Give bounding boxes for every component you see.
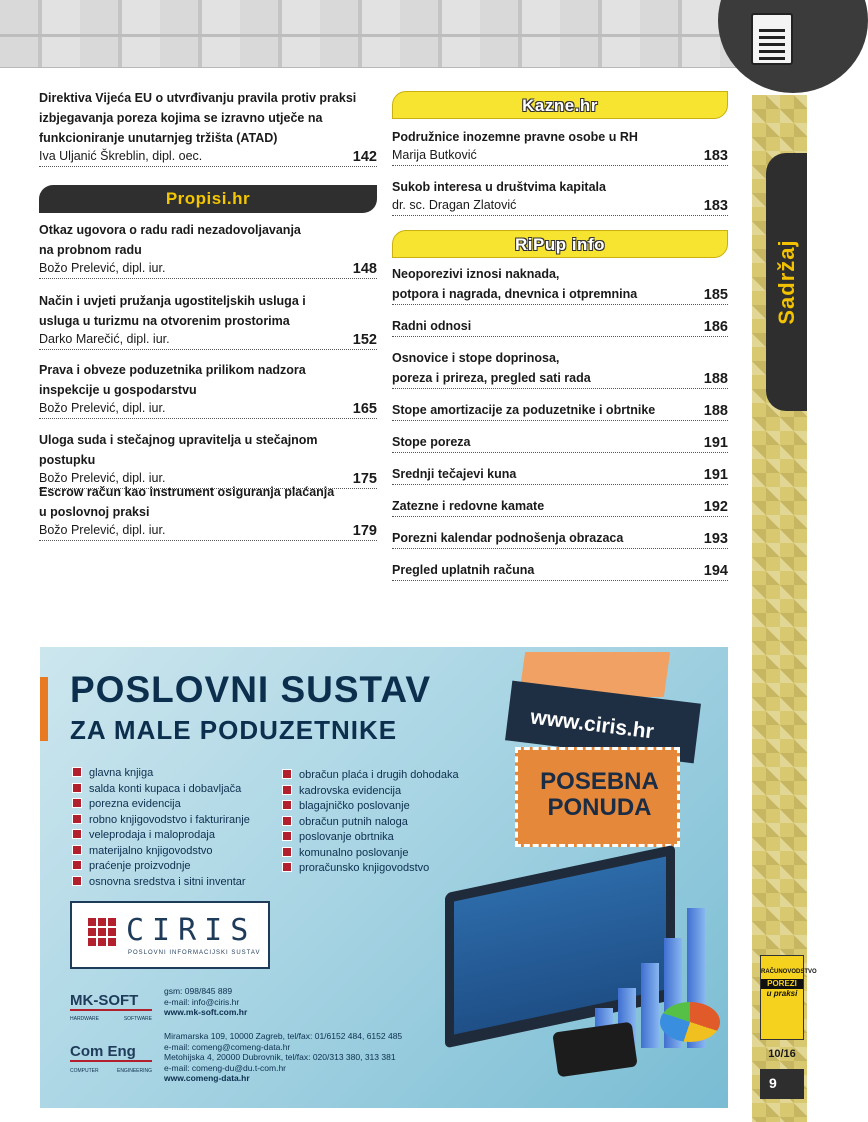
toc-entry-title: Način i uvjeti pružanja ugostiteljskih usluga i <box>39 294 306 308</box>
toc-entry-title: izbjegavanja poreza kojima se izravno utječe na <box>39 111 323 125</box>
toc-entry[interactable] <box>392 464 728 485</box>
ad-feature: blagajničko poslovanje <box>282 799 459 815</box>
toc-entry-author: dr. sc. Dragan Zlatović <box>392 198 517 212</box>
toc-entry[interactable] <box>39 482 377 541</box>
ad-feature: praćenje proizvodnje <box>72 859 250 875</box>
toc-entry-title: usluga u turizmu na otvorenim prostorima <box>39 314 290 328</box>
com-eng-email-dubrovnik[interactable]: e-mail: comeng-du@du.t-com.hr <box>164 1062 287 1073</box>
toc-entry-title: Direktiva Vijeća EU o utvrđivanju pravila protiv praksi <box>39 91 357 105</box>
toc-entry-author: Božo Prelević, dipl. iur. <box>39 261 166 275</box>
ad-feature-list-right <box>282 768 459 877</box>
toc-entry[interactable] <box>392 348 728 389</box>
toc-entry-page: 148 <box>352 261 377 277</box>
ad-feature: obračun plaća i drugih dohodaka <box>282 768 459 784</box>
issue-number: 10/16 <box>768 1048 796 1060</box>
ad-subtitle: ZA MALE PODUZETNIKE <box>70 715 398 745</box>
toc-entry[interactable] <box>392 432 728 453</box>
toc-entry-page: 165 <box>352 401 377 417</box>
header-photo-strip <box>0 0 760 68</box>
toc-entry[interactable] <box>39 291 377 350</box>
toc-entry-title: inspekcije u gospodarstvu <box>39 383 197 397</box>
toc-entry-title: funkcioniranje unutarnjeg tržišta (ATAD) <box>39 131 278 145</box>
toc-entry-author: Iva Uljanić Škreblin, dipl. oec. <box>39 149 203 163</box>
toc-entry[interactable] <box>392 127 728 166</box>
com-eng-logo-sub-left: COMPUTER <box>70 1068 99 1074</box>
ad-feature-list-left <box>72 766 250 890</box>
toc-entry-page: 185 <box>703 287 728 303</box>
header-circle <box>718 0 868 93</box>
toc-entry[interactable] <box>392 496 728 517</box>
ciris-logo-text: CIRIS <box>126 913 257 948</box>
toc-entry-title: Escrow račun kao instrument osiguranja plaćanja <box>39 485 335 499</box>
toc-entry-page: 192 <box>703 499 728 515</box>
toc-entry-title: Porezni kalendar podnošenja obrazaca <box>392 531 624 545</box>
toc-entry-page: 183 <box>703 148 728 164</box>
toc-entry-page: 152 <box>352 332 377 348</box>
com-eng-logo-sub-right: ENGINEERING <box>116 1068 152 1074</box>
magazine-logo <box>760 955 817 1040</box>
com-eng-address-zagreb: Miramarska 109, 10000 Zagreb, tel/fax: 01/6152 484, 6152 485 <box>164 1031 403 1041</box>
toc-entry-author: Božo Prelević, dipl. iur. <box>39 401 166 415</box>
toc-entry-title: na probnom radu <box>39 243 142 257</box>
com-eng-website[interactable]: www.comeng-data.hr <box>164 1073 250 1083</box>
toc-entry-author: Božo Prelević, dipl. iur. <box>39 471 166 485</box>
com-eng-email-zagreb[interactable]: e-mail: comeng@comeng-data.hr <box>164 1041 291 1052</box>
toc-entry[interactable] <box>39 430 377 489</box>
special-offer-line1: POSEBNA <box>540 768 659 795</box>
com-eng-logo-sub <box>70 1066 152 1077</box>
sidebar-tab-label: Sadržaj <box>773 239 799 325</box>
section-heading-kazne: Kazne.hr <box>392 91 728 119</box>
toc-entry[interactable] <box>392 400 728 421</box>
mk-soft-email[interactable]: e-mail: info@ciris.hr <box>164 996 240 1007</box>
toc-entry-title: Neoporezivi iznosi naknada, <box>392 267 560 281</box>
toc-entry-title: Radni odnosi <box>392 319 472 333</box>
toc-entry-author: Božo Prelević, dipl. iur. <box>39 523 166 537</box>
page-number: 9 <box>760 1069 804 1099</box>
toc-entry[interactable] <box>392 560 728 581</box>
toc-entry[interactable] <box>39 220 377 279</box>
toc-entry-title: Podružnice inozemne pravne osobe u RH <box>392 130 638 144</box>
ad-feature: robno knjigovodstvo i fakturiranje <box>72 813 250 829</box>
ciris-grid-icon <box>86 918 116 948</box>
toc-entry-title: Prava i obveze poduzetnika prilikom nadzora <box>39 363 306 377</box>
ad-feature: glavna knjiga <box>72 766 250 782</box>
ad-feature: salda konti kupaca i dobavljača <box>72 782 250 798</box>
mk-soft-logo-sub-right: SOFTWARE <box>123 1016 152 1022</box>
toc-entry-title: Stope poreza <box>392 435 471 449</box>
toc-entry-page: 175 <box>352 471 377 487</box>
com-eng-contact <box>164 1031 402 1084</box>
special-offer-line2: PONUDA <box>547 794 652 821</box>
toc-entry-title: Otkaz ugovora o radu radi nezadovoljavanja <box>39 223 301 237</box>
ad-feature: materijalno knjigovodstvo <box>72 844 250 860</box>
toc-entry-page: 179 <box>352 523 377 539</box>
ad-feature: osnovna sredstva i sitni inventar <box>72 875 250 891</box>
ad-accent-bar <box>40 677 48 741</box>
magazine-logo-line3: u praksi <box>766 989 798 998</box>
toc-entry-page: 194 <box>703 563 728 579</box>
toc-entry-title: Sukob interesa u društvima kapitala <box>392 180 606 194</box>
mk-soft-logo-sub-left: HARDWARE <box>70 1016 99 1022</box>
toc-entry-title: Srednji tečajevi kuna <box>392 467 517 481</box>
sidebar-tab <box>766 153 807 411</box>
toc-entry-page: 191 <box>703 467 728 483</box>
toc-entry[interactable] <box>392 177 728 216</box>
ad-feature: poslovanje obrtnika <box>282 830 459 846</box>
toc-entry-title: potpora i nagrada, dnevnica i otpremnina <box>392 287 638 301</box>
toc-entry-title: Stope amortizacije za poduzetnike i obrtnike <box>392 403 656 417</box>
ad-feature: porezna evidencija <box>72 797 250 813</box>
mk-soft-logo: MK-SOFT <box>70 992 152 1011</box>
special-offer-text <box>532 769 667 821</box>
toc-entry-page: 188 <box>703 371 728 387</box>
ad-feature: komunalno poslovanje <box>282 846 459 862</box>
toc-entry-atad[interactable] <box>39 88 377 167</box>
magazine-logo-line2: POREZI <box>761 979 803 989</box>
toc-entry-title: poreza i prireza, pregled sati rada <box>392 371 591 385</box>
ciris-logo-subtitle: POSLOVNI INFORMACIJSKI SUSTAV <box>128 950 261 956</box>
document-icon <box>751 13 793 65</box>
toc-entry[interactable] <box>392 264 728 305</box>
ad-feature: kadrovska evidencija <box>282 784 459 800</box>
ad-feature: obračun putnih naloga <box>282 815 459 831</box>
toc-entry[interactable] <box>39 360 377 419</box>
ciris-logo <box>70 901 270 969</box>
mk-soft-logo-sub <box>70 1014 152 1025</box>
phone-illustration <box>552 1022 637 1078</box>
toc-entry-title: Uloga suda i stečajnog upravitelja u stečajnom postupku <box>39 433 318 467</box>
mk-soft-website[interactable]: www.mk-soft.com.hr <box>164 1007 248 1017</box>
toc-entry-title: Pregled uplatnih računa <box>392 563 535 577</box>
toc-entry-page: 191 <box>703 435 728 451</box>
toc-entry-page: 188 <box>703 403 728 419</box>
com-eng-logo: Com Eng <box>70 1043 152 1062</box>
mk-soft-contact <box>164 986 247 1018</box>
toc-entry-page: 183 <box>703 198 728 214</box>
ad-feature: proračunsko knjigovodstvo <box>282 861 459 877</box>
toc-entry-title: Osnovice i stope doprinosa, <box>392 351 560 365</box>
mk-soft-gsm: gsm: 098/845 889 <box>164 986 233 996</box>
toc-entry[interactable] <box>392 528 728 549</box>
toc-entry-title: u poslovnoj praksi <box>39 505 150 519</box>
toc-entry-author: Marija Butković <box>392 148 477 162</box>
ciris-advertisement[interactable] <box>40 647 728 1108</box>
ad-feature: veleprodaja i maloprodaja <box>72 828 250 844</box>
toc-entry[interactable] <box>392 316 728 337</box>
pie-graphic <box>660 1002 720 1042</box>
section-heading-propisi: Propisi.hr <box>39 185 377 213</box>
toc-entry-author: Darko Marečić, dipl. iur. <box>39 332 170 346</box>
toc-entry-title: Zatezne i redovne kamate <box>392 499 545 513</box>
toc-entry-page: 142 <box>352 149 377 165</box>
ad-title: POSLOVNI SUSTAV <box>70 669 432 710</box>
magazine-logo-line1: RAČUNOVODSTVO <box>761 969 817 975</box>
section-heading-ripup: RiPup info <box>392 230 728 258</box>
toc-entry-page: 186 <box>703 319 728 335</box>
website-text[interactable]: www.ciris.hr <box>529 705 656 744</box>
toc-entry-page: 193 <box>703 531 728 547</box>
com-eng-address-dubrovnik: Metohijska 4, 20000 Dubrovnik, tel/fax: 020/313 380, 313 381 <box>164 1052 396 1062</box>
